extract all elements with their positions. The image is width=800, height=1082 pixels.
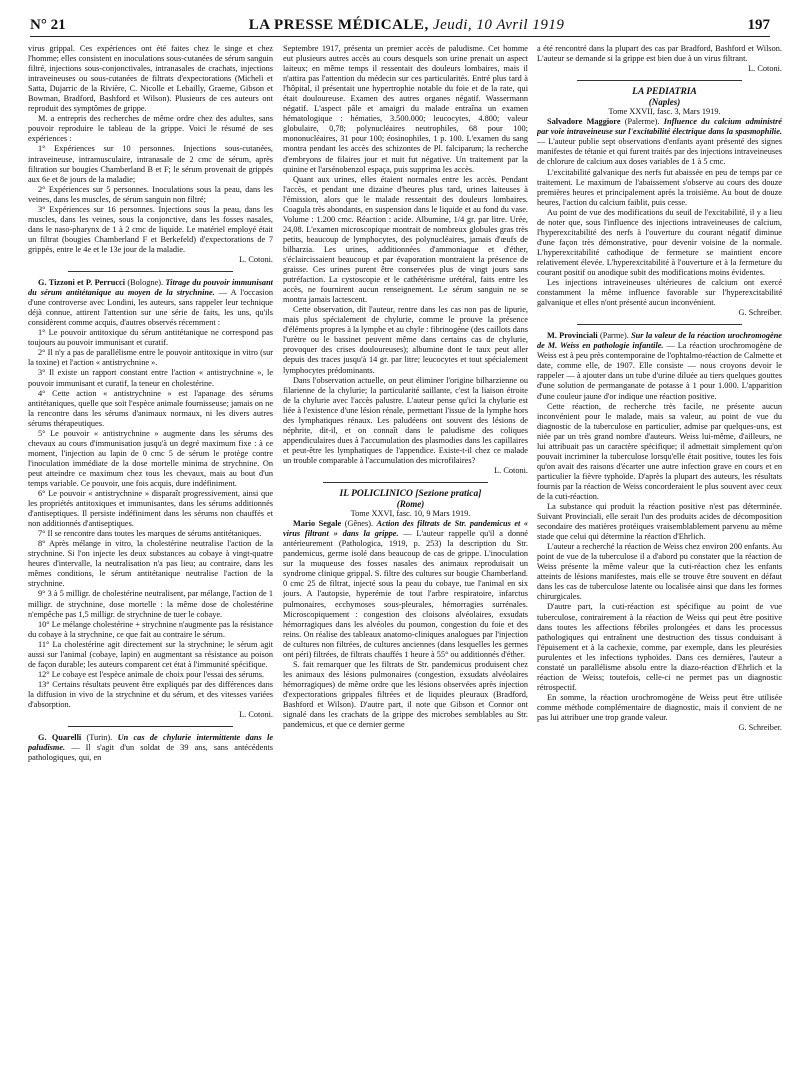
- journal-city: (Naples): [648, 97, 681, 108]
- abstract-text: — Il s'agit d'un soldat de 39 ans, sans antécédents pathologiques, qui, en: [28, 743, 273, 763]
- author-signature: G. Schreiber.: [738, 723, 782, 733]
- issue-date: Jeudi, 10 Avril 1919: [432, 16, 565, 33]
- abstract-place: (Bologne).: [125, 278, 166, 288]
- abstract-authors: G. Tizzoni et P. Perrucci: [38, 278, 126, 288]
- abstract-intro: [28, 278, 273, 328]
- issue-number: N° 21: [30, 16, 66, 33]
- paragraph: Quant aux urines, elles étaient normales entre les accès. Pendant l'accès, et pendant une dizaine d'heures plus tard, urines laiteuses à l'émission, alors que le malade ressentait des douleurs lombaires. Coagula très abondants, en suspension dans le liquide et au fond du vase. Volume : 1.200 cmc. Réaction : acide. Albumine, 1/4 gr. par litre. Urée, 24,08. L'examen microscopique montrait de nombreux globules gras très petits, beaucoup de lymphocytes, des polynucléaires, jamais d'œufs de bilharzia. Les urines, additionnées d'ammoniaque et d'éther, s'éclaircissaient beaucoup et par évaporation montraient la présence de graisse. Ces urines purent être conservées plus de vingt jours sans putréfaction. La cystoscopie et le cathétérisme urétéral, faits entre les accès, ne fournirent aucun renseignement. Le sérum sanguin ne se montra jamais lactescent.: [283, 174, 528, 305]
- column-right: [537, 44, 782, 1074]
- abstract-place: (Palerme).: [620, 117, 664, 127]
- abstract-text: — L'auteur rappelle qu'il a donné antérieurement (Pathologica, 1919, p. 253) la description du Str. pandemicus, germe isolé dans beaucoup de cas de grippe. L'inoculation sur la muqueuse des fosses nasales des animaux reproduisait un syndrome clinique grippal. S. filtre des cultures sur bougie Chamberland. 0 cmc 25 de filtrat, injecté sous la peau du cobaye, tue l'animal en six jours. A l'autopsie, hyperémie de tout l'arbre respiratoire, infarctus pulmonaires, ecchymoses sous-pleurales, hémorragies surrénales. Microscopiquement : congestion des cloisons alvéolaires, exsudats hémorragiques dans les alvéoles du poumon, congestion du foie et des reins. On réalise des tableaux anatomo-cliniques analogues par l'injection de cultures non filtrées, de cultures anciennes (dans lesquelles les germes ont péri) filtrées, de filtrats chauffés 1 heure à 55° ou additionnés d'éther.: [283, 529, 528, 659]
- paragraph: 12° Le cobaye est l'espèce animale de choix pour l'essai des sérums.: [38, 669, 265, 679]
- paragraph: Cette observation, dit l'auteur, rentre dans les cas non pas de lipurie, mais plus spécialement de chylurie, comme le prouve la présence d'éléments propres à la lymphe et au chyle : fibrinogène (des caillots dans l'urètre ou le bassinet peuvent même dans certains cas de chylurie, provoquer des crises douloureuses); albumine dont le taux peut aller depuis des traces jusqu'à 14 gr. par litre; leucocytes et tout spécialement lymphocytes prédominants.: [283, 305, 528, 375]
- abstract-text: — A l'occasion d'une controverse avec Londini, les auteurs, sans rappeler leur technique déjà connue, attirent l'attention sur une série de faits, les uns, qu'ils considèrent comme acquis, d'autres observés récemment :: [28, 288, 273, 328]
- paragraph: Les injections intraveineuses ultérieures de calcium ont exercé constamment la même influence favorable sur l'hyperexcitabilité galvanique et elles n'ont présenté aucun inconvénient.: [537, 278, 782, 308]
- paragraph: 5° Le pouvoir « antistrychnine » augmente dans les sérums des chevaux au cours d'immunisation jusqu'à un degré maximum fixe : à ce moment, l'injection au lapin de 0 cmc 5 de sérum le protège contre l'inoculation immédiate de la dose mortelle minima de strychnine. On peut atteindre ce maximum chez tous les chevaux, mais au bout d'un temps variable. Ce pouvoir, une fois acquis, dure indéfiniment.: [28, 428, 273, 488]
- abstract-place: (Parme).: [597, 331, 632, 341]
- page-number: 197: [747, 16, 770, 33]
- paragraph: Au point de vue des modifications du seuil de l'excitabilité, il y a lieu de noter que, sous l'influence des injections intraveineuses de calcium, l'hyperexcitabilité des nerfs à l'ouverture du courant négatif diminue d'une façon très démonstrative, pour devenir voisine de la normale. L'hyperexcitabilité cathodique de fermeture se maintient encore relativement élevée. L'hyperexcitabilité à l'ouverture et à la fermeture du courant positif ou anodique subit des modifications moins évidentes.: [537, 207, 782, 277]
- paragraph: 2° Expériences sur 5 personnes. Inoculations sous la peau, dans les veines, dans les muscles, de sérum sanguin non filtré;: [28, 184, 273, 204]
- abstract-authors: Mario Segale: [293, 519, 342, 529]
- paragraph: 13° Certains résultats peuvent être expliqués par des différences dans la diffusion in vivo de la strychnine et du sérum, et des vitesses variées d'absorption.: [28, 679, 273, 709]
- journal-issue-info: Tome XXVI, fasc. 10, 9 Mars 1919.: [350, 509, 471, 519]
- paragraph: virus grippal. Ces expériences ont été faites chez le singe et chez l'homme; elles consistent en inoculations sous-cutanées de sérum sanguin filtré, injections sous-conjonctivales, intranasales de crachats, injections intraveineuses ou sous-cutanées de filtrats d'expectorations (Micheli et Satta, Dujarric de la Rivière, C. Nicolle et Lebailly, Graeme, Gibson et Bowman, Bradford, Bashford et Wilson). Plusieurs de ces auteurs ont reproduit des symptômes de grippe.: [28, 44, 273, 114]
- paragraph: M. a entrepris des recherches de même ordre chez des adultes, sans pouvoir reproduire le tableau de la grippe. Voici le résumé de ses expériences :: [28, 114, 273, 144]
- paragraph: 1° Expériences sur 10 personnes. Injections sous-cutanées, intraveineuse, intramusculaire, intranasale de 2 cmc de sérum, après filtration sur bougies Chamberland B et F; le sérum provenait de grippés aux 6e et 8e jours de la maladie;: [28, 144, 273, 184]
- paragraph: S. fait remarquer que les filtrats de Str. pandemicus produisent chez les animaux des lésions pulmonaires (congestion, exsudats alvéolaires hémorragiques) de même ordre que les lésions observées après injection d'expectorations grippales filtrées et de liquides pleuraux (Bradford, Bashford et Wilson). D'autre part, il note que Gibson et Connor ont signalé dans les crachats de la grippe des microbes semblables au Str. pandemicus, et que ce dernier germe: [283, 659, 528, 730]
- paragraph: 4° Cette action « antistrychnine » est l'apanage des sérums antitétaniques, quelle que soit l'espèce animale fournisseuse; jamais on ne la rencontre dans les sérums d'animaux normaux, ni les divers autres sérums thérapeutiques.: [28, 388, 273, 428]
- abstract-intro: [537, 117, 782, 167]
- paragraph: En somme, la réaction urochromogène de Weiss peut être utilisée comme méthode complémentaire de diagnostic, mais il convient de ne pas lui attribuer une trop grande valeur.: [537, 692, 782, 722]
- column-middle: [283, 44, 528, 1074]
- paragraph: 6° Le pouvoir « antistrychnine » disparaît progressivement, ainsi que les propriétés antitoxiques et immunisantes, dans les sérums additionnés d'antiseptiques. Il persiste indéfiniment dans les sérums non chauffés et non additionnés d'antiseptiques.: [28, 489, 273, 529]
- paragraph: La substance qui produit la réaction positive n'est pas déterminée. Suivant Provinciali, elle serait l'un des produits acides de décomposition secondaire des matières protéiques vraisemblablement parvenu au même stade que celui qui détermine la réaction d'Ehrlich.: [537, 502, 782, 542]
- paragraph: 9° 3 à 5 milligr. de cholestérine neutralisent, par mélange, l'action de 1 milligr. de strychnine, dose mortelle : la même dose de cholestérine n'empêche pas 1,5 milligr. de strychnine de tuer le cobaye.: [28, 589, 273, 619]
- abstract-intro: [283, 519, 528, 660]
- paragraph: 2° Il n'y a pas de parallélisme entre le pouvoir antitoxique in vitro (sur la toxine) et l'action « antistrychnine ».: [28, 348, 273, 368]
- abstract-authors: Salvadore Maggiore: [547, 117, 621, 127]
- paragraph: 3° Il existe un rapport constant entre l'action « antistrychnine », le pouvoir immunisant et curatif, la teneur en cholestérine.: [28, 368, 273, 388]
- abstract-intro: [28, 733, 273, 763]
- author-signature: L. Cotoni.: [239, 710, 273, 720]
- paragraph: a été rencontré dans la plupart des cas par Bradford, Bashford et Wilson. L'auteur se demande si la grippe est bien due à un virus filtrant.: [537, 44, 782, 64]
- journal-issue-info: Tome XXVII, fasc. 3, Mars 1919.: [608, 107, 721, 117]
- paragraph: 3° Expériences sur 16 personnes. Injections sous la peau, dans les muscles, dans les veines, sous la conjonctive, dans les fosses nasales, dans le naso-pharynx de 1 à 2 cmc de liquide. Le matériel employé était un filtrat (bougies Chamberland F et Berkefeld) d'expectorations de 7 grippés, entre le 4e et le 13e jour de la maladie.: [28, 204, 273, 254]
- journal-city: (Rome): [396, 499, 425, 510]
- journal-heading: LA PEDIATRIA: [632, 87, 697, 98]
- section-divider: [68, 726, 233, 727]
- paragraph: 10° Le mélange cholestérine + strychnine n'augmente pas la résistance du cobaye à la strychnine, ce que fait au contraire le sérum.: [28, 619, 273, 639]
- section-divider: [68, 271, 233, 272]
- paragraph: D'autre part, la cuti-réaction est spécifique au point de vue tuberculose, contrairement à la réaction de Weiss qui peut être positive dans toutes les affections fébriles prolongées et dans les processus pathologiques qui entraînent une destruction des tissus conduisant à l'épuisement et à la cachexie, comme, par exemple, dans les pleurésies purulentes et les infections typhoïdes. Dans ces dernières, l'auteur a constaté un parallélisme absolu entre la diazo-réaction d'Ehrlich et la réaction de Weiss; toutefois, celle-ci ne permet pas un diagnostic rétrospectif.: [537, 602, 782, 692]
- abstract-place: (Turin).: [81, 733, 118, 743]
- column-left: [28, 44, 273, 1074]
- section-divider: [577, 324, 742, 325]
- author-signature: L. Cotoni.: [239, 254, 273, 264]
- journal-masthead: [249, 17, 565, 34]
- abstract-title: Un cas de chylurie intermittente dans le paludisme.: [28, 733, 273, 753]
- abstract-title: Influence du calcium administré par voie intraveineuse sur l'excitabilité électrique dans la spasmophilie.: [537, 117, 782, 137]
- section-divider: [323, 482, 488, 483]
- journal-heading: IL POLICLINICO [Sezione pratica]: [339, 489, 482, 500]
- page-header: [30, 14, 770, 37]
- paragraph: Cette réaction, de recherche très facile, ne présente aucun inconvénient pour le malade, mais sa valeur, au point de vue du diagnostic de la tuberculose en particulier, admise par quelques-uns, est niée par un très grand nombre d'auteurs. Weiss lui-même, d'ailleurs, ne lui attribuait pas un caractère spécifique; il admettait simplement qu'on pouvait incriminer la tuberculose lorsqu'elle était positive, toutes les fois qu'on avait des raisons d'écarter une autre infection grave en cours et en particulier la fièvre typhoïde. D'après la plupart des auteurs, les résultats fournis par la réaction de Weiss concorderaient le plus souvent avec ceux de la cuti-réaction.: [537, 401, 782, 501]
- abstract-text: — La réaction urochromogène de Weiss est à peu près contemporaine de l'ophtalmo-réaction de Calmette et date, comme elle, de 1907. Elle consiste — nous croyons devoir le rappeler — à ajouter dans un tube d'urine diluée au tiers quelques gouttes d'une solution de permanganate de potasse à 1 pour 1.000. L'apparition d'une couleur jaune d'or indique une réaction positive.: [537, 341, 782, 401]
- paragraph: Dans l'observation actuelle, on peut éliminer l'origine bilharzienne ou filarienne de la chylurie; la particularité saillante, c'est la liaison étroite de la chylurie avec l'accès palustre. L'auteur pense qu'ici la chylurie est liée à l'existence d'une lésion rénale, permettant l'issue de la lymphe hors des lymphatiques rénaux. Les paludéens ont souvent des lésions de néphrite, dit-il, et on connaît dans le paludisme des coliques appendiculaires dues à l'accumulation des plasmodies dans les capillaires et peut-être les lymphatiques de l'appendice. Existe-t-il chez ce malade un trouble comparable à l'accumulation des microfilaires?: [283, 375, 528, 465]
- abstract-title: Action des filtrats de Str. pandemicus et « virus filtrant » dans la grippe.: [283, 519, 528, 539]
- abstract-title: Sur la valeur de la réaction urochromogène de M. Weiss en pathologie infantile.: [537, 331, 782, 351]
- author-signature: L. Cotoni.: [494, 465, 528, 475]
- paragraph: 11° La cholestérine agit directement sur la strychnine; le sérum agit aussi sur l'animal (cobaye, lapin) en augmentant sa résistance au poison de façon durable; les auteurs comparent cet état à l'immunité spécifique.: [28, 639, 273, 669]
- section-divider: [577, 80, 742, 81]
- abstract-intro: [537, 331, 782, 401]
- paragraph: Septembre 1917, présenta un premier accès de paludisme. Cet homme eut plusieurs autres accès au cours desquels son urine prenait un aspect laiteux; en même temps il ressentait des douleurs lombaires, mais il n'attira pas l'attention du médecin sur ces particularités. Entré plus tard à l'hôpital, il présentait une hypertrophie notable du foie et de la rate, qui était douloureuse. Examen des autres organes négatif. Wassermann négatif. L'aspect pâle et amaigri du malade entraîna un examen hématologique : hématies, 3.500.000; leucocytes, 4.800; valeur globulaire, 0,78; polynucléaires neutrophiles, 68 pour 100; mononucléaires, 31 pour 100; éosinophiles, 1 p. 100. L'examen du sang montra pendant les accès des schizontes de Pl. falciparum; la recherche d'embryons de filaires jour et nuit fut négative. Un traitement par la quinine et l'arsénobenzol espaça, puis supprima les accès.: [283, 44, 528, 174]
- author-signature: L. Cotoni.: [748, 64, 782, 74]
- abstract-authors: M. Provinciali: [547, 331, 598, 341]
- author-signature: G. Schreiber.: [738, 308, 782, 318]
- paragraph: 1° Le pouvoir antitoxique du sérum antitétanique ne correspond pas toujours au pouvoir immunisant et curatif.: [28, 328, 273, 348]
- paragraph: L'excitabilité galvanique des nerfs fut abaissée en peu de temps par ce traitement. Le maximum de l'abaissement s'observe au cours des douze premières heures et principalement après la troisième. Au bout de douze heures, l'action du calcium faiblit, puis cesse.: [537, 167, 782, 207]
- paragraph: 8° Après mélange in vitro, la cholestérine neutralise l'action de la strychnine. Si l'on injecte les deux substances au cobaye à vingt-quatre heures d'intervalle, la neutralisation n'a pas lieu; au contraire, dans les mêmes conditions, le sérum antitétanique neutralise l'action de la strychnine.: [28, 539, 273, 589]
- abstract-title: Titrage du pouvoir immunisant du sérum antitétanique au moyen de la strychnine.: [28, 278, 273, 298]
- paragraph: L'auteur a recherché la réaction de Weiss chez environ 200 enfants. Au point de vue de la tuberculose il a d'abord pu constater que la réaction de Weiss présente la même valeur que la cuti-réaction chez les enfants atteints de lésions manifestes, mais elle se trouve être souvent en défaut dans les cas de tuberculose latente ou localisée ainsi que dans les formes chirurgicales.: [537, 542, 782, 602]
- abstract-authors: G. Quarelli: [38, 733, 82, 743]
- journal-title: LA PRESSE MÉDICALE,: [248, 16, 429, 33]
- abstract-text: — L'auteur publie sept observations d'enfants ayant présenté des signes manifestes de tétanie et qui furent traités par des injections intraveineuses de chlorure de calcium aux doses variables de 1 à 5 cmc.: [537, 137, 782, 167]
- abstract-place: (Gênes).: [341, 519, 377, 529]
- paragraph: 7° Il se rencontre dans toutes les marques de sérums antitétaniques.: [38, 529, 262, 539]
